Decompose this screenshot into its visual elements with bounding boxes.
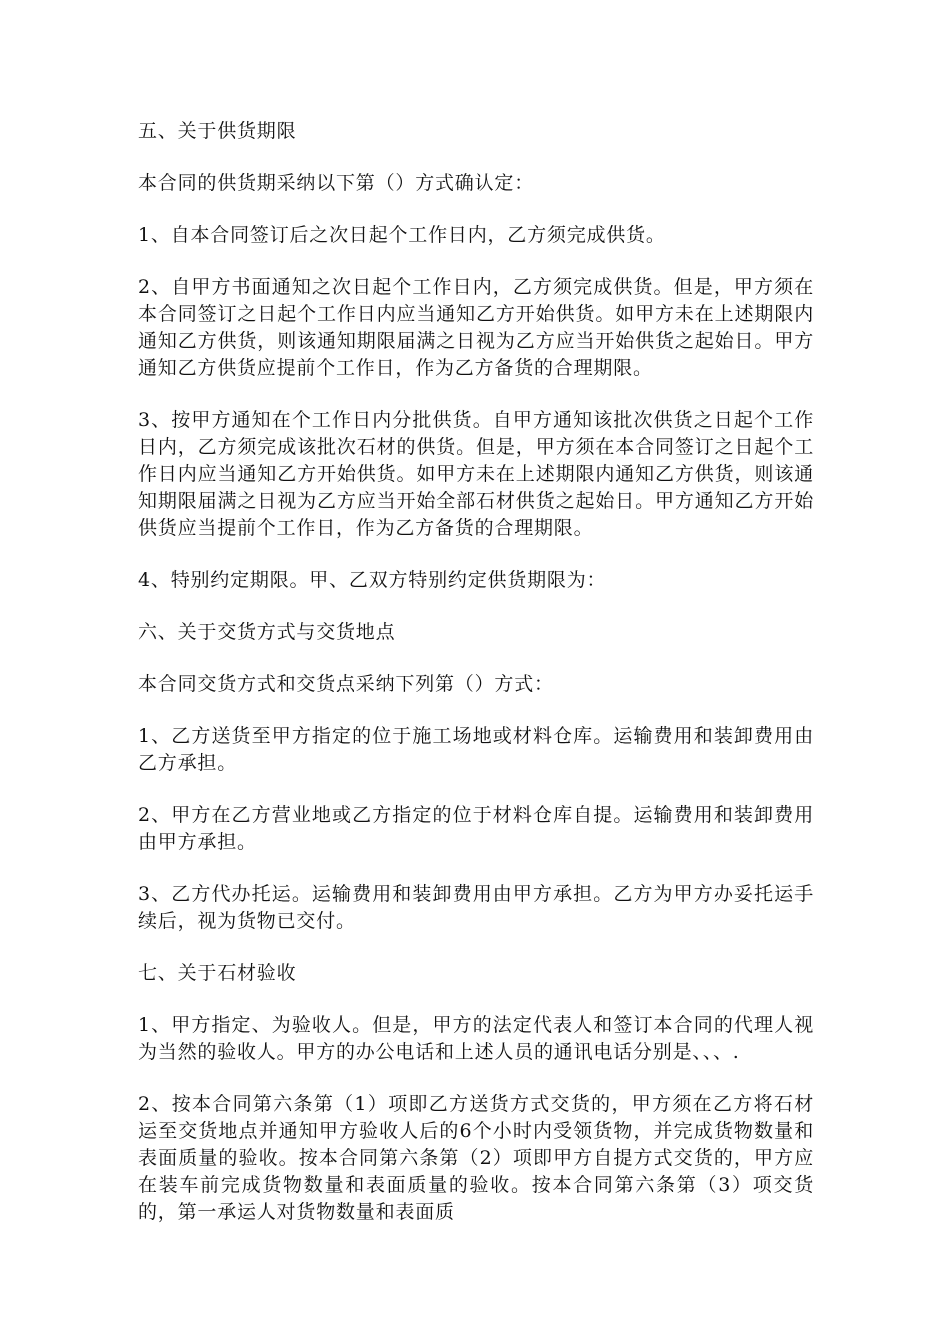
paragraph-delivery-option-1: 1、乙方送货至甲方指定的位于施工场地或材料仓库。运输费用和装卸费用由乙方承担。 [138, 725, 814, 774]
paragraph-acceptance-1: 1、甲方指定、为验收人。但是，甲方的法定代表人和签订本合同的代理人视为当然的验收人。甲方的办公电话和上述人员的通讯电话分别是、、、. [138, 1014, 814, 1063]
paragraph-supply-option-1: 1、自本合同签订后之次日起个工作日内，乙方须完成供货。 [138, 224, 666, 246]
paragraph-delivery-option-2: 2、甲方在乙方营业地或乙方指定的位于材料仓库自提。运输费用和装卸费用由甲方承担。 [138, 804, 814, 853]
paragraph-supply-option-4: 4、特别约定期限。甲、乙双方特别约定供货期限为： [138, 569, 607, 591]
paragraph-delivery-method: 本合同交货方式和交货点采纳下列第（）方式： [138, 673, 554, 695]
contract-document [138, 118, 814, 1251]
paragraph-supply-option-2: 2、自甲方书面通知之次日起个工作日内，乙方须完成供货。但是，甲方须在本合同签订之日起个工作日内应当通知乙方开始供货。如甲方未在上述期限内通知乙方供货，则该通知期限届满之日视为乙方应当开始供货之起始日。甲方通知乙方供货应提前个工作日，作为乙方备货的合理期限。 [138, 276, 814, 379]
paragraph-supply-method: 本合同的供货期采纳以下第（）方式确认定： [138, 172, 535, 194]
paragraph-supply-option-3: 3、按甲方通知在个工作日内分批供货。自甲方通知该批次供货之日起个工作日内，乙方须完成该批次石材的供货。但是，甲方须在本合同签订之日起个工作日内应当通知乙方开始供货。如甲方未在上述期限内通知乙方供货，则该通知期限届满之日视为乙方应当开始全部石材供货之起始日。甲方通知乙方开始供货应当提前个工作日，作为乙方备货的合理期限。 [138, 409, 814, 539]
section-heading-supply-period: 五、关于供货期限 [138, 120, 297, 142]
paragraph-acceptance-2: 2、按本合同第六条第（1）项即乙方送货方式交货的，甲方须在乙方将石材运至交货地点并通知甲方验收人后的6个小时内受领货物，并完成货物数量和表面质量的验收。按本合同第六条第（2）项即甲方自提方式交货的，甲方应在装车前完成货物数量和表面质量的验收。按本合同第六条第（3）项交货的，第一承运人对货物数量和表面质 [138, 1093, 814, 1223]
section-heading-acceptance: 七、关于石材验收 [138, 962, 297, 984]
paragraph-delivery-option-3: 3、乙方代办托运。运输费用和装卸费用由甲方承担。乙方为甲方办妥托运手续后，视为货物已交付。 [138, 883, 814, 932]
section-heading-delivery: 六、关于交货方式与交货地点 [138, 621, 396, 643]
